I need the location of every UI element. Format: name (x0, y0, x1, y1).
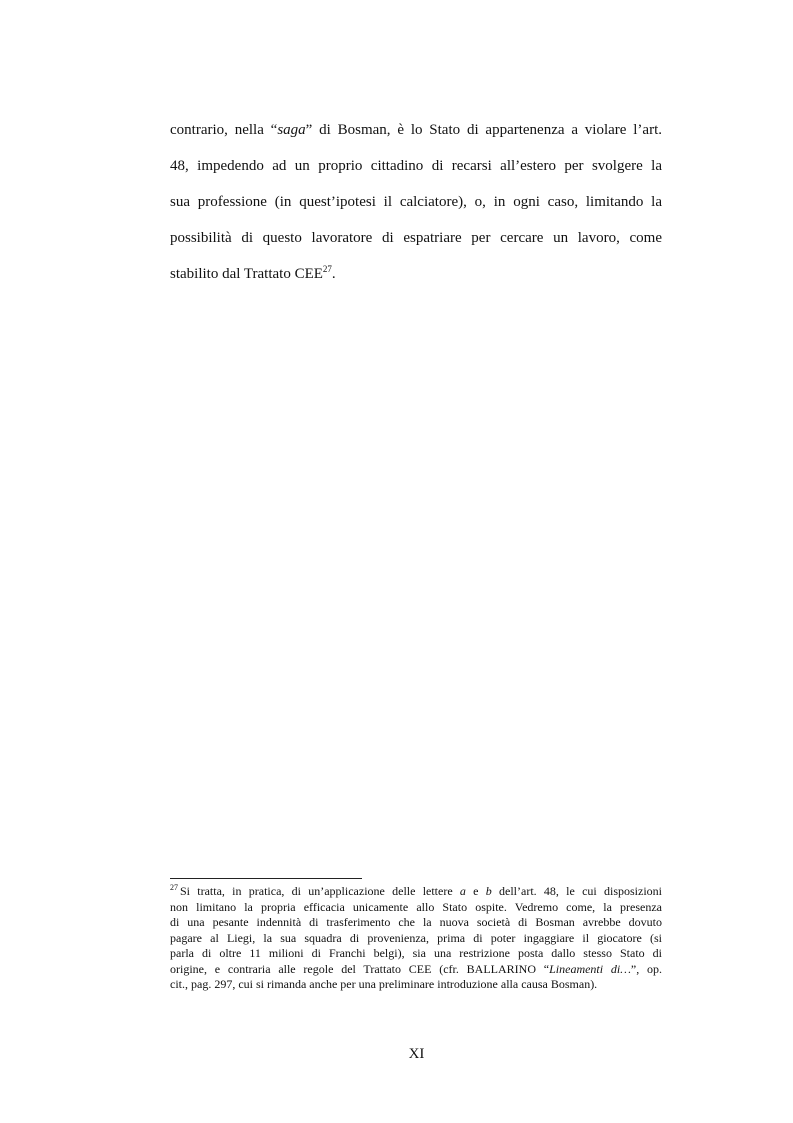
footnote-line-1-end: dell’art. 48, le cui disposizioni (491, 884, 663, 898)
footnote-line-3: di una pesante indennità di trasferimento che la nuova società di Bosman avrebbe dovuto (170, 915, 662, 929)
body-paragraph (170, 112, 662, 292)
footnote-line-6-end: ”, op. (630, 961, 663, 976)
italic-letter-a: a (459, 884, 466, 898)
body-line-5-text: stabilito dal Trattato CEE (170, 266, 323, 282)
footnote-reference[interactable]: 27 (322, 264, 332, 274)
body-line-4: possibilità di questo lavoratore di espatriare per cercare un lavoro, come (170, 230, 662, 246)
body-line-5-end: . (331, 266, 336, 282)
footnote-line-1 (170, 884, 662, 900)
footnote-line-1-mid: e (465, 884, 486, 898)
body-line-1 (170, 112, 662, 148)
footnote-line-5: parla di oltre 11 milioni di Franchi belgi), sia una restrizione posta dallo stesso Stato di (170, 946, 662, 960)
page-number: XI (408, 1046, 425, 1062)
footnote-number: 27 (170, 883, 178, 892)
italic-letter-b: b (485, 884, 492, 898)
footnote-line-1-start: Si tratta, in pratica, di un’applicazione delle lettere (180, 884, 460, 898)
footnote-line-4: pagare al Liegi, la sua squadra di provenienza, prima di poter ingaggiare il giocatore (si (170, 930, 662, 945)
body-line-5 (170, 256, 662, 292)
body-line-3: sua professione (in quest’ipotesi il calciatore), o, in ogni caso, limitando la (170, 194, 662, 210)
footnote-line-6 (170, 962, 662, 978)
footnote (170, 884, 662, 993)
footnote-line-7: cit., pag. 297, cui si rimanda anche per una preliminare introduzione alla causa Bosman). (170, 977, 598, 991)
body-line-1-start: contrario, nella “ (170, 122, 278, 138)
footnote-separator (170, 878, 362, 879)
body-line-1-end: ” di Bosman, è lo Stato di appartenenza a violare l’art. (305, 122, 662, 138)
footnote-line-2: non limitano la propria efficacia unicamente allo Stato ospite. Vedremo come, la presenza (170, 899, 662, 914)
italic-term-saga: saga (277, 122, 306, 138)
italic-citation-title: Lineamenti di… (549, 961, 631, 976)
body-line-2: 48, impedendo ad un proprio cittadino di recarsi all’estero per svolgere la (170, 158, 662, 174)
footnote-line-6-start: origine, e contraria alle regole del Trattato CEE (cfr. BALLARINO “ (170, 961, 550, 976)
